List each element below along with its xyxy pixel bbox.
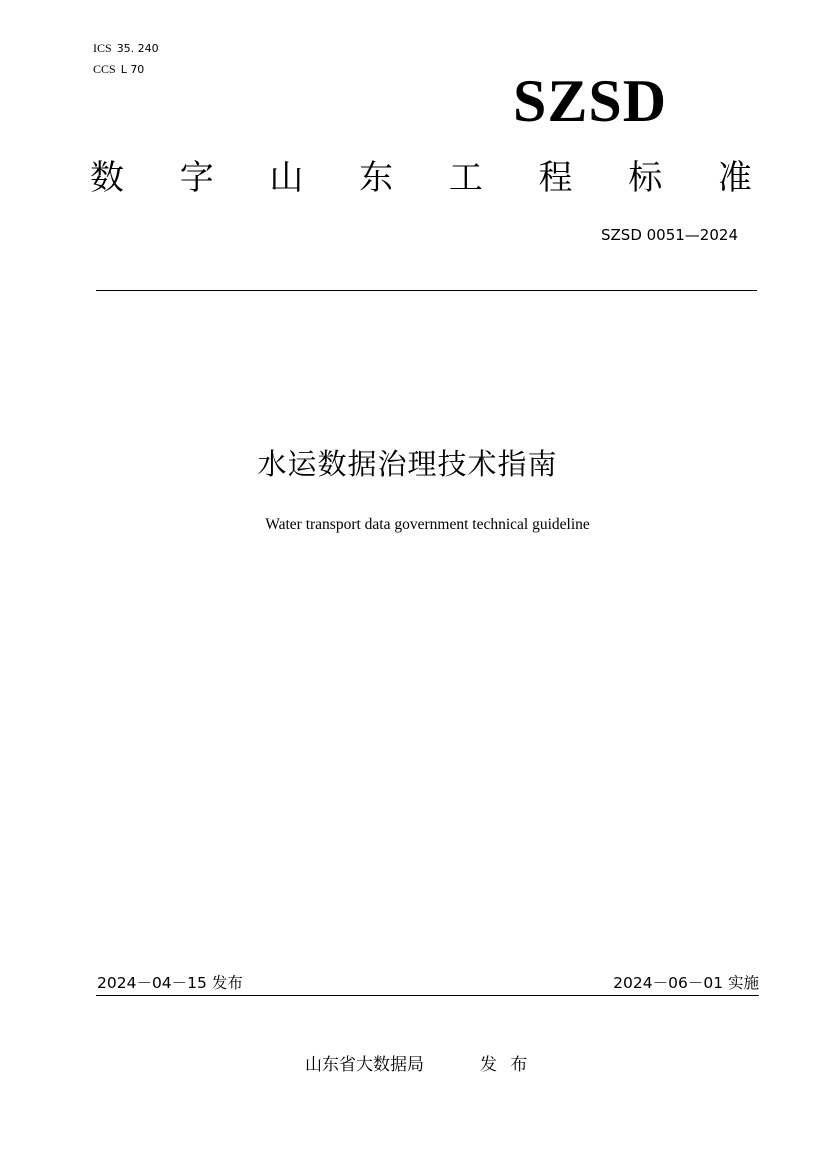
standard-category-title: [90, 156, 752, 200]
standard-title-char: 山: [269, 158, 304, 198]
header-divider: [96, 290, 757, 291]
standard-title-char: 标: [628, 158, 663, 198]
standard-title-char: 东: [359, 158, 394, 198]
standard-title-char: 工: [448, 158, 483, 198]
document-title: 水运数据治理技术指南: [257, 447, 558, 481]
issuing-authority: 山东省大数据局: [305, 1055, 424, 1075]
standard-title-char: 数: [90, 158, 124, 198]
standard-title-char: 准: [717, 158, 752, 198]
ccs-value: L 70: [120, 63, 145, 76]
publish-date: 2024－04－15 发布: [97, 974, 243, 992]
footer-divider: [96, 995, 759, 996]
standard-number: SZSD 0051—2024: [601, 226, 738, 244]
ccs-code: [93, 62, 144, 77]
implement-date: 2024－06－01 实施: [613, 974, 759, 992]
ics-code: [93, 41, 159, 56]
issuing-action: 发 布: [480, 1055, 528, 1075]
document-title-english: Water transport data government technical guideline: [265, 516, 590, 533]
ccs-label: CCS: [93, 62, 116, 76]
ics-label: ICS: [93, 41, 112, 55]
szsd-logo: SZSD: [512, 68, 668, 134]
standard-title-char: 字: [179, 158, 214, 198]
standard-title-char: 程: [538, 158, 573, 198]
ics-value: 35. 240: [116, 42, 159, 55]
